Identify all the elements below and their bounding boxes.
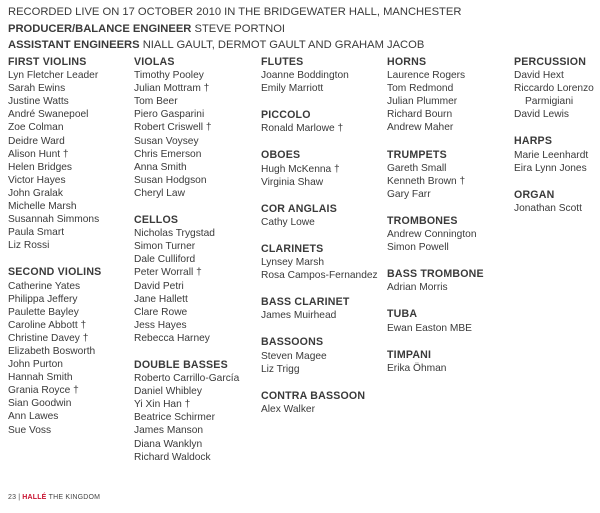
musician-name: David Lewis [514,109,569,121]
musician-name: Richard Bourn [387,109,453,121]
musician-name: Gary Farr [387,188,431,200]
musician-name: Tom Beer [134,96,178,108]
assistant-engineers-label: ASSISTANT ENGINEERS [8,39,140,51]
musician-name: Lynsey Marsh [261,257,325,269]
musician-name: Andrew Connington [387,229,477,241]
musician-name: Clare Rowe [134,306,188,318]
section-clarinets [261,243,378,282]
musician-name: Roberto Carrillo-García [134,373,240,385]
section-trumpets [387,149,484,201]
section-trombones [387,215,484,254]
musician-name: Rebecca Harney [134,332,210,344]
musician-name: Jonathan Scott [514,202,582,214]
section-piccolo [261,109,378,135]
section-title: TROMBONES [387,214,458,227]
musician-name: Eira Lynn Jones [514,162,587,174]
section-title: SECOND VIOLINS [8,266,102,279]
musician-name: Erika Öhman [387,362,447,374]
section-title: FLUTES [261,56,304,68]
musician-name: David Petri [134,280,184,292]
musician-name: Yi Xin Han † [134,399,191,411]
roster-column-4 [387,56,484,389]
section-timpani [387,349,484,375]
section-title: COR ANGLAIS [261,202,337,215]
section-contra-bassoon [261,390,378,416]
musician-name: Susannah Simmons [8,214,100,226]
musician-name: John Purton [8,359,63,371]
roster-column-2 [134,56,239,478]
musician-name: Paulette Bayley [8,306,79,318]
musician-name: Diana Wanklyn [134,438,203,450]
musician-name: Paula Smart [8,227,65,239]
musician-name: Ann Lawes [8,411,59,423]
musician-name: Cathy Lowe [261,216,315,228]
musician-name: Liz Rossi [8,240,50,252]
musician-name: Kenneth Brown † [387,175,466,187]
musician-name: Susan Voysey [134,135,199,147]
musician-name: Hannah Smith [8,372,73,384]
musician-name: Alex Walker [261,403,315,415]
musician-name: Simon Powell [387,242,449,254]
section-title: PERCUSSION [514,56,587,68]
musician-name: Virginia Shaw [261,176,324,188]
musician-name: Deidre Ward [8,135,65,147]
producer-label: PRODUCER/BALANCE ENGINEER [8,22,192,35]
section-first-violins [8,56,101,252]
musician-name: Robert Criswell † [134,122,212,134]
recording-credits [8,4,461,54]
musician-name: David Hext [514,70,564,82]
section-title: HARPS [514,135,553,148]
section-title: TIMPANI [387,348,432,361]
musician-name: Julian Mottram † [134,83,210,95]
section-cor-anglais [261,203,378,229]
musician-name: John Gralak [8,187,63,199]
musician-name: Laurence Rogers [387,70,466,82]
section-violas [134,56,239,200]
producer-name: STEVE PORTNOI [194,22,286,35]
musician-name: Sarah Ewins [8,83,66,95]
section-cellos [134,214,239,345]
musician-name: Rosa Campos-Fernandez [261,270,378,282]
musician-name: Catherine Yates [8,280,81,292]
musician-name: Caroline Abbott † [8,319,87,331]
section-bass-clarinet [261,296,378,322]
section-title: CELLOS [134,214,179,227]
musician-name: Justine Watts [8,96,69,108]
musician-name: Timothy Pooley [134,70,204,82]
section-title: VIOLAS [134,56,175,68]
musician-name: Emily Marriott [261,83,324,95]
roster-column-1 [8,56,101,451]
musician-name: Peter Worrall † [134,267,202,279]
section-percussion [514,56,594,121]
section-oboes [261,149,378,188]
musician-name: André Swanepoel [8,109,89,121]
musician-name: Steven Magee [261,350,327,362]
musician-name: Hugh McKenna † [261,163,340,175]
section-double-basses [134,359,239,464]
section-title: CLARINETS [261,242,324,255]
section-title: FIRST VIOLINS [8,56,87,68]
section-title: OBOES [261,149,301,162]
musician-name: Parmigiani [525,96,574,108]
producer-credit [8,21,461,38]
musician-name: Nicholas Trygstad [134,228,215,240]
section-title: ORGAN [514,188,555,201]
page-footer [8,494,100,501]
brand-name: HALLÉ [22,494,47,501]
section-bass-trombone [387,268,484,294]
musician-name: Ronald Marlowe † [261,123,344,135]
musician-name: Anna Smith [134,161,187,173]
musician-name: Lyn Fletcher Leader [8,70,99,82]
section-title: TUBA [387,308,418,321]
footer-separator: | [18,494,21,501]
assistant-engineers-credit [8,37,461,54]
musician-name: Sian Goodwin [8,398,72,410]
musician-name: Chris Emerson [134,148,202,160]
musician-name: Liz Trigg [261,363,300,375]
musician-name: Philippa Jeffery [8,293,78,305]
section-title: PICCOLO [261,109,311,122]
album-title: THE KINGDOM [48,494,101,501]
roster-column-5 [514,56,594,229]
musician-name: Adrian Morris [387,282,448,294]
musician-name: Cheryl Law [134,187,185,199]
section-bassoons [261,336,378,375]
musician-name: Jane Hallett [134,293,188,305]
musician-name: Daniel Whibley [134,386,202,398]
musician-name: Helen Bridges [8,161,72,173]
musician-name: Alison Hunt † [8,148,69,160]
musician-name: James Muirhead [261,310,337,322]
section-flutes [261,56,378,95]
musician-name: Simon Turner [134,241,196,253]
musician-name: Beatrice Schirmer [134,412,215,424]
musician-name: Susan Hodgson [134,174,207,186]
section-title: BASS CLARINET [261,296,350,309]
roster-column-3 [261,56,378,430]
section-second-violins [8,266,101,436]
section-harps [514,135,594,174]
page-number: 23 [8,494,17,501]
musician-name: Andrew Maher [387,122,454,134]
musician-name: Zoe Colman [8,122,64,134]
section-title: DOUBLE BASSES [134,358,228,371]
section-title: BASS TROMBONE [387,268,484,281]
musician-name: Victor Hayes [8,174,66,186]
musician-name: Gareth Small [387,162,447,174]
musician-name: Dale Culliford [134,254,196,266]
musician-name: Ewan Easton MBE [387,322,472,334]
section-title: BASSOONS [261,336,324,349]
musician-name: Marie Leenhardt [514,149,589,161]
musician-name: Tom Redmond [387,83,454,95]
musician-name: Riccardo Lorenzo [514,83,594,95]
musician-name: Richard Waldock [134,451,211,463]
section-organ [514,189,594,215]
section-tuba [387,308,484,334]
musician-name: James Manson [134,425,204,437]
musician-name: Jess Hayes [134,319,187,331]
musician-name: Piero Gasparini [134,109,205,121]
musician-name: Joanne Boddington [261,70,349,82]
musician-name: Sue Voss [8,424,52,436]
musician-name: Elizabeth Bosworth [8,345,96,357]
musician-name: Julian Plummer [387,96,458,108]
recording-info: RECORDED LIVE ON 17 OCTOBER 2010 IN THE BRIDGEWATER HALL, MANCHESTER [8,6,462,18]
section-title: CONTRA BASSOON [261,389,366,402]
assistant-engineers-names: NIALL GAULT, DERMOT GAULT AND GRAHAM JACOB [142,39,425,51]
section-horns [387,56,484,135]
musician-name: Grania Royce † [8,385,79,397]
musician-name: Michelle Marsh [8,201,77,213]
section-title: TRUMPETS [387,148,447,161]
musician-name: Christine Davey † [8,332,89,344]
section-title: HORNS [387,56,427,68]
